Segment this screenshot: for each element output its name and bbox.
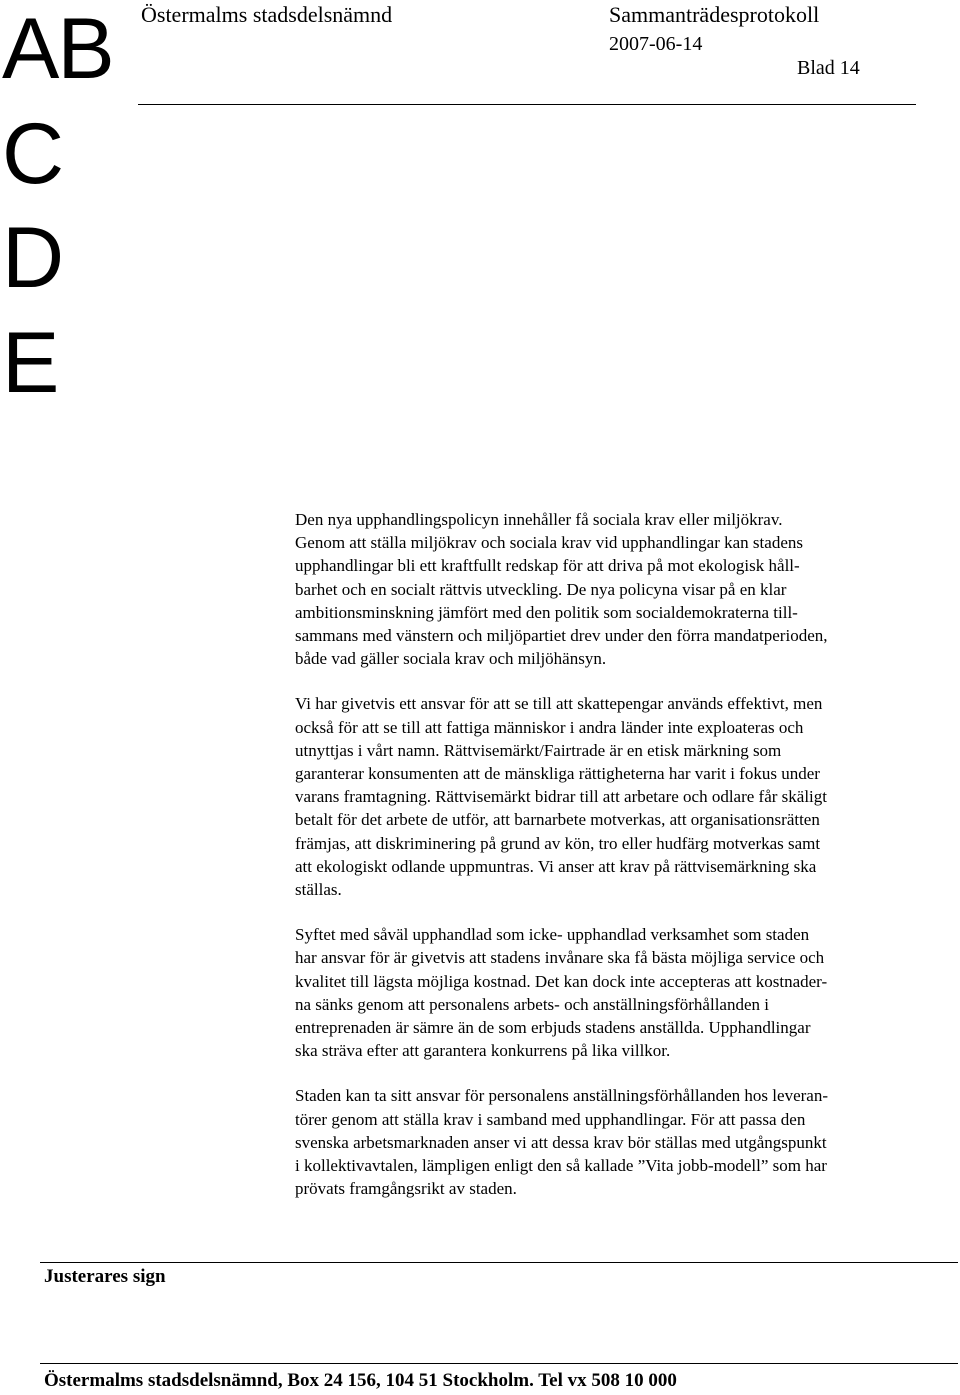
text-line: både vad gäller sociala krav och miljöhänsyn. (295, 649, 607, 669)
text-line: svenska arbetsmarknaden anser vi att dessa krav bör ställas med utgångspunkt (295, 1132, 827, 1152)
text-line: kvalitet till lägsta möjliga kostnad. Det kan dock inte accepteras att kostnader- (295, 971, 828, 991)
text-line: Vi har givetvis ett ansvar för att se till att skattepengar används effektivt, men (295, 694, 823, 714)
text-line: prövats framgångsrikt av staden. (295, 1179, 517, 1199)
logo-letters-ab: AB (2, 1, 113, 97)
text-line: ska sträva efter att garantera konkurrens på lika villkor. (295, 1041, 671, 1061)
footer-divider (40, 1363, 958, 1364)
paragraph-1 (295, 508, 929, 670)
text-line: Staden kan ta sitt ansvar för personalens anställningsförhållanden hos leveran- (295, 1086, 828, 1106)
logo-letter-d: D (2, 210, 63, 306)
paragraph-3 (295, 923, 929, 1062)
body-text (295, 508, 929, 1222)
paragraph-4 (295, 1084, 929, 1200)
page-number: Blad 14 (797, 57, 860, 79)
footer-address: Östermalms stadsdelsnämnd, Box 24 156, 104 51 Stockholm. Tel vx 508 10 000 (44, 1370, 677, 1391)
text-line: garanterar konsumenten att de mänskliga rättigheterna har varit i fokus under (295, 764, 820, 784)
paragraph-2 (295, 692, 929, 901)
text-line: betalt för det arbete de utför, att barnarbete motverkas, att organisationsrätten (295, 810, 820, 830)
text-line: främjas, att diskriminering på grund av kön, tro eller hudfärg motverkas samt (295, 833, 821, 853)
text-line: sammans med vänstern och miljöpartiet drev under den förra mandatperioden, (295, 626, 828, 646)
logo-letter-c: C (2, 106, 63, 202)
text-line: varans framtagning. Rättvisemärkt bidrar till att arbetare och odlare får skäligt (295, 787, 827, 807)
meeting-date: 2007-06-14 (609, 33, 703, 55)
text-line: Syftet med såväl upphandlad som icke- upphandlad verksamhet som staden (295, 925, 810, 945)
logo-letter-e: E (2, 315, 58, 411)
text-line: barhet och en socialt rättvis utveckling. De nya policyna visar på en klar (295, 579, 787, 599)
text-line: i kollektivavtalen, lämpligen enligt den så kallade ”Vita jobb-modell” som har (295, 1156, 827, 1176)
text-line: na sänks genom att personalens arbets- och anställningsförhållanden i (295, 994, 769, 1014)
text-line: upphandlingar bli ett kraftfullt redskap för att driva på mot ekologisk håll- (295, 556, 800, 576)
document-type: Sammanträdesprotokoll (609, 2, 820, 27)
text-line: törer genom att ställa krav i samband med upphandlingar. För att passa den (295, 1109, 806, 1129)
signature-label: Justerares sign (44, 1266, 166, 1287)
text-line: också för att se till att fattiga människor i andra länder inte exploateras och (295, 717, 804, 737)
text-line: Den nya upphandlingspolicyn innehåller få sociala krav eller miljökrav. (295, 510, 783, 529)
text-line: ambitionsminskning jämfört med den politik som socialdemokraterna till- (295, 602, 798, 622)
text-line: entreprenaden är sämre än de som erbjuds stadens anställda. Upphandlingar (295, 1018, 811, 1038)
text-line: ställas. (295, 880, 342, 900)
text-line: att ekologiskt odlande uppmuntras. Vi anser att krav på rättvisemärkning ska (295, 856, 817, 876)
text-line: har ansvar för är givetvis att stadens invånare ska få bästa möjliga service och (295, 948, 825, 968)
organisation-name: Östermalms stadsdelsnämnd (141, 2, 393, 27)
signature-divider (40, 1262, 958, 1263)
text-line: utnyttjas i vårt namn. Rättvisemärkt/Fairtrade är en etisk märkning som (295, 740, 782, 760)
text-line: Genom att ställa miljökrav och sociala krav vid upphandlingar kan stadens (295, 533, 803, 553)
header-divider (138, 104, 916, 105)
